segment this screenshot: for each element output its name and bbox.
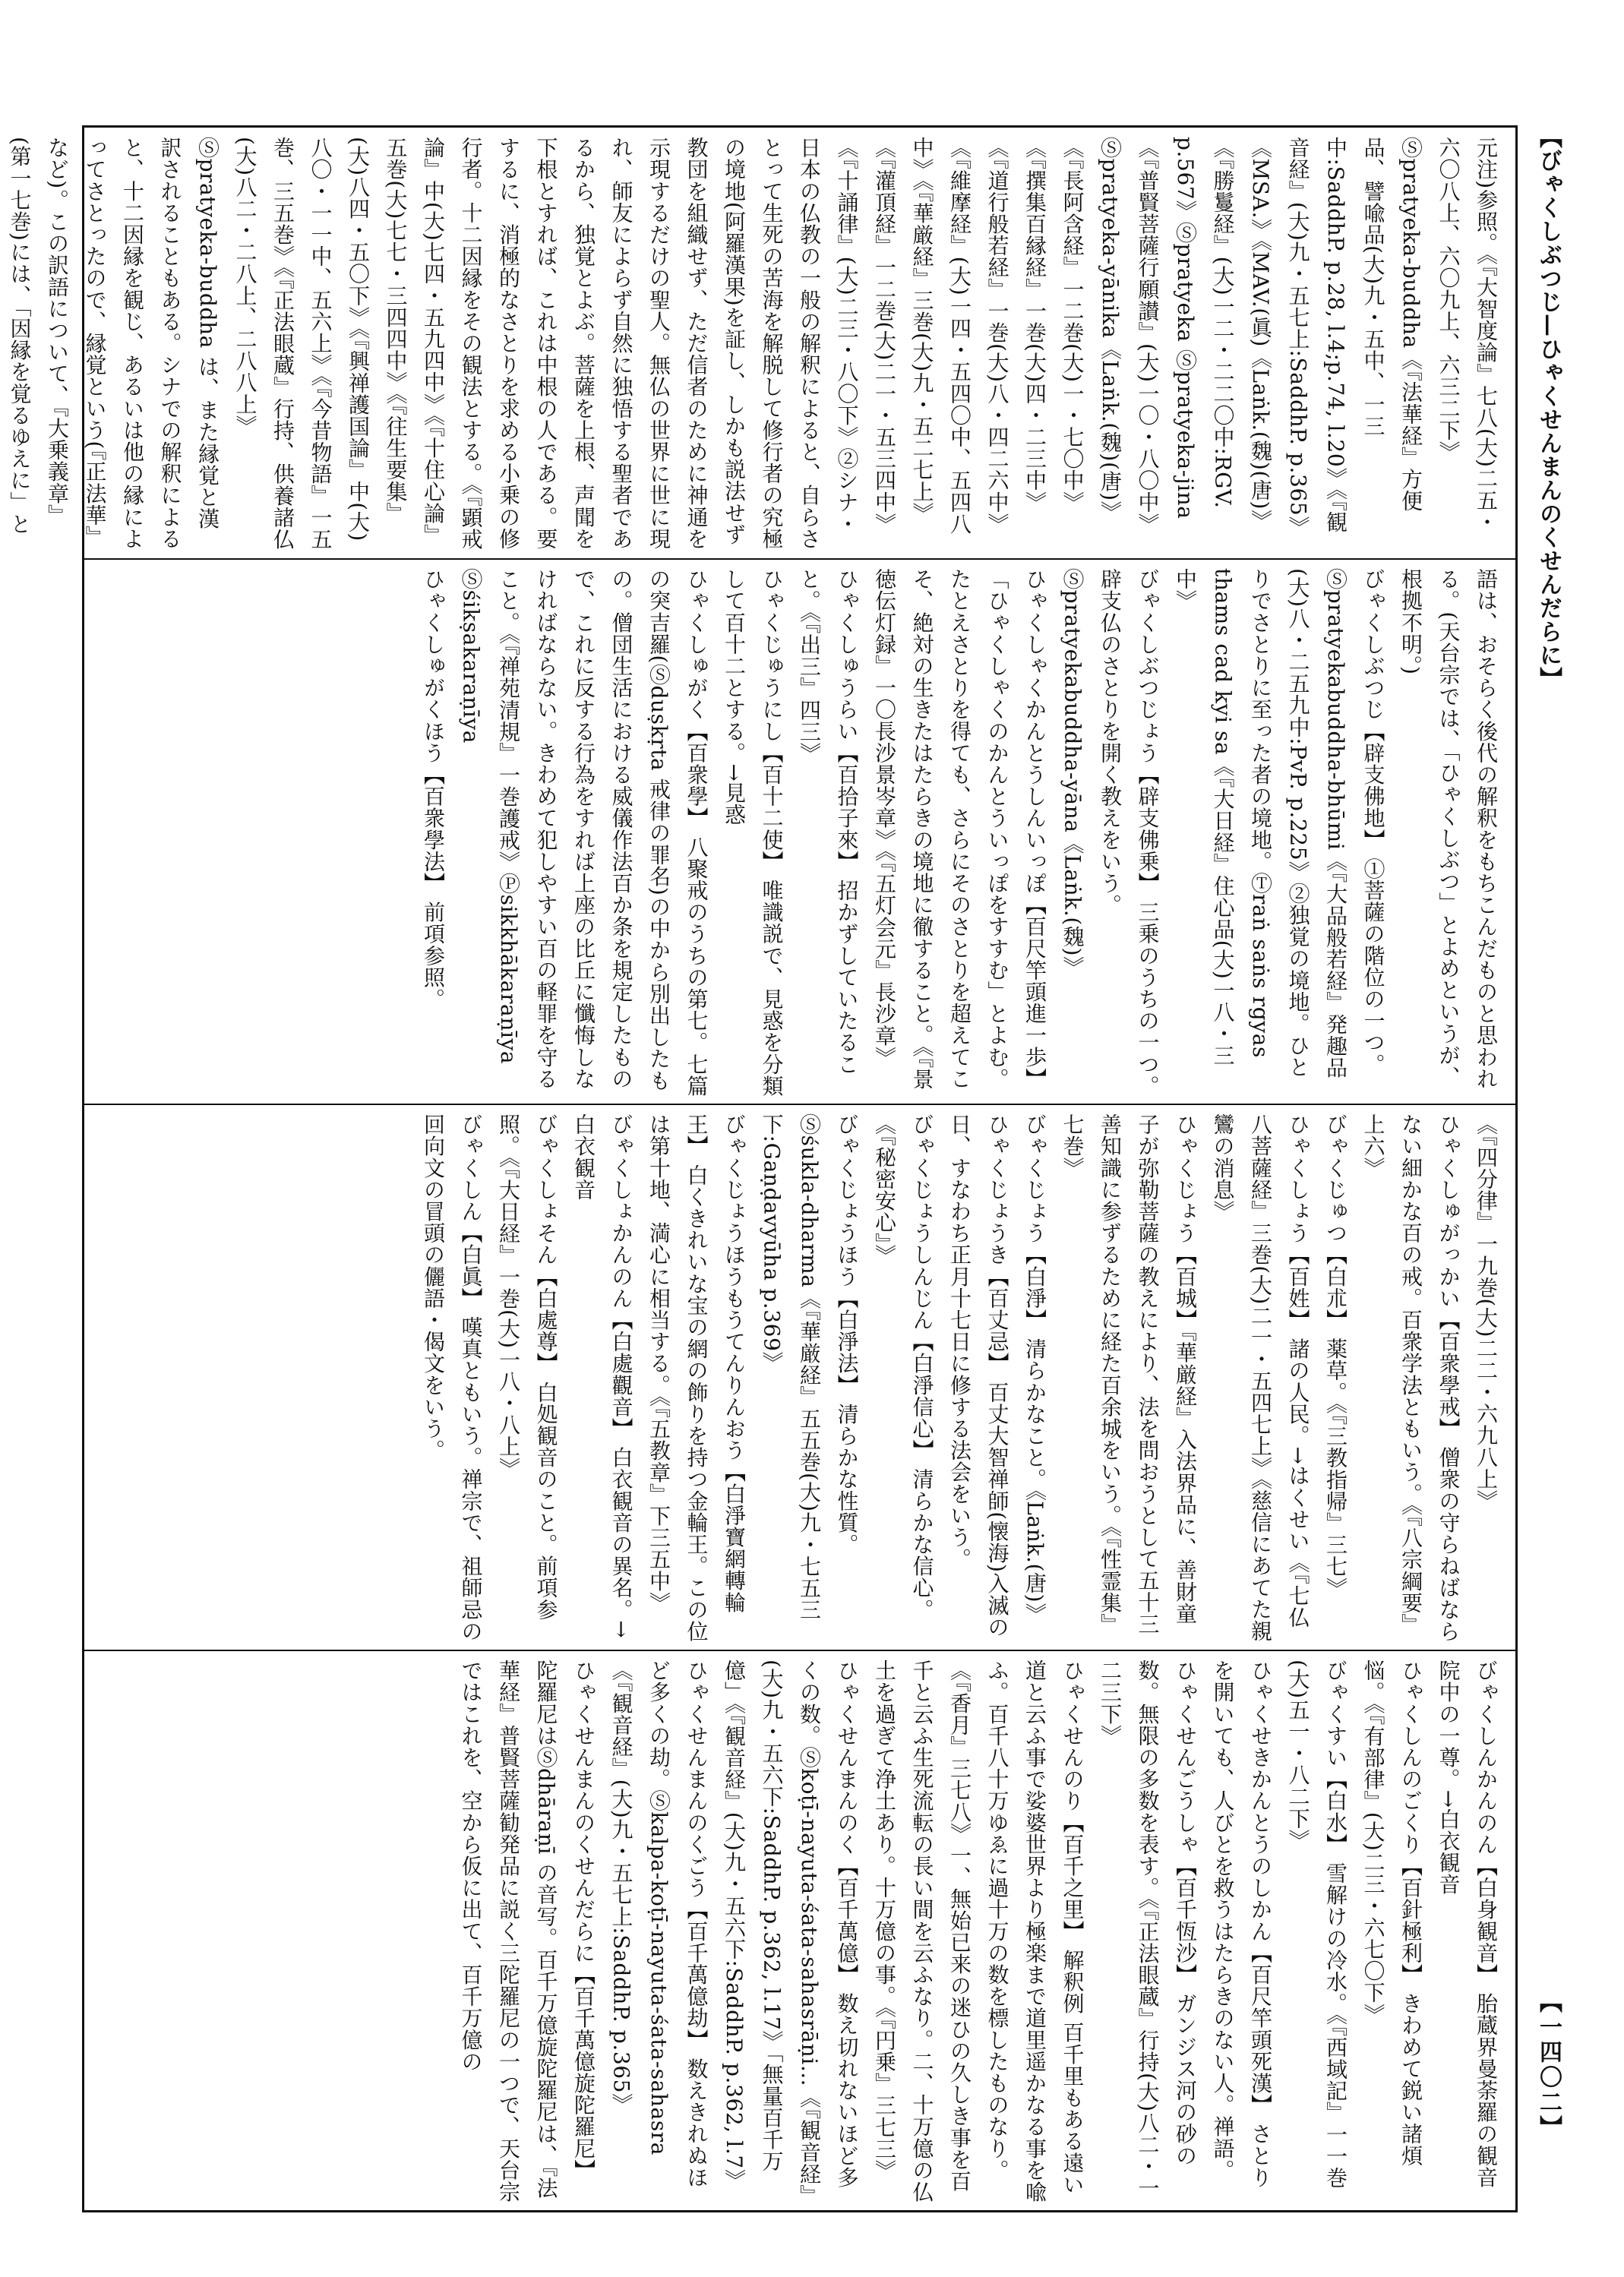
dictionary-entry: ひゃくせんまんのくごう【百千萬億劫】 数えきれぬほど多くの劫。Ⓢkalpa-koṭī-nayuta-śata-sahasra《『観音経』(大)九・五七上:SaddhP. p.365》 [608, 1660, 709, 2188]
dictionary-entry: ひゃくせんごうしゃ【百千恆沙】 ガンジス河の砂の数。無限の多数を表す。《『正法眼蔵』行持(大)八二・一二三下》 [1098, 1660, 1198, 2200]
dictionary-entry: びゃくじょうしんじん【白淨信心】 清らかな信心。《『秘密安心』》 [872, 1113, 935, 1621]
tier-2 [95, 568, 1505, 1097]
dictionary-entry: びゃくしん【白眞】 嘆真ともいう。禅宗で、祖師忌の回向文の冒頭の儷語・偈文をいう。 [421, 1113, 484, 1642]
dictionary-entry: ひゃくしょう【百姓】 諸の人民。→はくせい《『七仏八菩薩経』三巻(大)二一・五四七上》《慈信にあてた親鸞の消息》 [1210, 1113, 1311, 1642]
dictionary-entry: 《『四分律』一九巻(大)二二・六九八上》 [1474, 1113, 1499, 1511]
dictionary-entry: ひゃくせんまんのくせんだらに【百千萬億旋陀羅尼】 陀羅尼はⓈdhāraṇī の音写。百千万億旋陀羅尼は、『法華経』普賢菩薩勧発品に説く三陀羅尼の一つで、天台宗ではこれを、空から仮に出て、百千万億の [458, 1660, 596, 2203]
dictionary-entry: ひゃくせきかんとうのしかん【百尺竿頭死漢】 さとりを開いても、人びとを救うはたらきのない人。禅語。 [1210, 1660, 1273, 2188]
tier-3 [95, 1113, 1505, 1642]
page-number: 【一四〇二】 [1535, 1990, 1562, 2140]
dictionary-entry: ひゃくしんのごくり【百針極利】 きわめて鋭い諸煩悩。《『有部律』(大)二三・六七〇下》 [1360, 1660, 1423, 2167]
dictionary-entry: びゃくしんかんのん【白身観音】 胎蔵界曼荼羅の観音院中の一尊。→白衣観音 [1436, 1660, 1499, 2188]
dictionary-entry: ひゃくしゅがくほう【百衆學法】 前項参照。 [421, 568, 446, 1010]
dictionary-entry: ひゃくしゅがっかい【百衆學戒】 僧衆の守らねばならない細かな百の戒。百衆学法ともいう。《『八宗綱要』上六》 [1360, 1113, 1461, 1642]
tier-divider-2 [82, 1104, 1518, 1105]
dictionary-entry: びゃくしょかんのん【白處觀音】 白衣観音の異名。→白衣観音 [571, 1113, 634, 1639]
dictionary-entry: ひゃくじゅうにし【百十二使】 唯識説で、見惑を分類して百十二とする。→見惑 [722, 568, 785, 1097]
dictionary-entry: ひゃくしゅうらい【百拾子來】 招かずしていたること。《『出三』四三》 [797, 568, 860, 1075]
dictionary-entry: びゃくすい【白水】 雪解けの冷水。《『西域記』一一巻(大)五一・八二下》 [1285, 1660, 1348, 2189]
dictionary-entry: ひゃくじょうき【百丈忌】 百丈大智禅師(懐海)入滅の日、すなわち正月十七日に修する法会をいう。 [947, 1113, 1010, 1638]
tier-divider-1 [82, 558, 1518, 560]
dictionary-entry: ひゃくしゅがく【百衆學】 八聚戒のうちの第七。七篇の突吉羅(Ⓢduṣkṛta 戒律の罪名)の中から別出したもの。僧団生活における威儀作法百か条を規定したもので、これに反する行為をすれば上座の比丘に懺悔しなければならない。きわめて犯しやすい百の軽罪を守ること。《『禅苑清規』一巻護戒》Ⓟsikkhākaraṇīya Ⓢśikṣakaraṇīya [458, 568, 709, 1097]
dictionary-entry: ひゃくせんまんのく【百千萬億】 数え切れないほど多くの数。Ⓢkoṭī-nayuta-śata-sahasrāṇi…《『観音経』(大)九・五六下:SaddhP. p.362, l.17》「無量百千万億」《『観音経』(大)九・五六下:SaddhP. p.362, l.7》 [722, 1660, 860, 2196]
dictionary-entry: 語は、おそらく後代の解釈をもちこんだものと思われる。(天台宗では、「ひゃくしぶつ」とよめというが、根拠不明。) [1398, 568, 1499, 1090]
dictionary-entry: びゃくじゅつ【白朮】 薬草。《『三教指帰』三七》 [1323, 1113, 1348, 1600]
tier-4 [95, 1660, 1505, 2203]
tier-1 [7, 137, 1505, 551]
dictionary-entry: ひゃくせんのり【百千之里】 解釈例 百千里もある遠い道と云ふ事で娑婆世界より極楽まで道里遥かなる事を喩ふ。百千八十万ゆゑに過十万の数を標したものなり。《『香月』三七八》一、無始已来の迷ひの久しき事を百千と云ふ生死流転の長い間を云ふなり。二、十万億の仏土を過ぎて浄土あり。十万億の事。《『円乗』三七三》 [872, 1660, 1085, 2203]
dictionary-entry: ひゃくじょう【百城】『華厳経』入法界品に、善財童子が弥勒菩薩の教えにより、法を問おうとして五十三善知識に参ずるために経た百余城をいう。《『性霊集』七巻》 [1060, 1113, 1198, 1635]
dictionary-entry: びゃくしぶつじょう【辟支佛乗】 三乗のうちの一つ。辟支仏のさとりを開く教えをいう。Ⓢpratyekabuddha-yāna《Laṅk.(魏)》 [1060, 568, 1161, 1097]
dictionary-entry: 元注)参照。《『大智度論』七八(大)二五・六〇八上、六〇九上、六三二下》Ⓢpratyeka-buddha《『法華経』方便品、譬喩品(大)九・五中、一三中:SaddhP. p.28, l.4;p.74, l.20》《『観音経』(大)九・五七上:SaddhP. p.365》《MSA.》《MAV.(眞)《Laṅk.(魏)(唐)》《『勝鬘経』(大)一二・二二〇中:RGV. p.567》Ⓢpratyeka Ⓢpratyeka-jina《『普賢菩薩行願讃』(大)一〇・八〇中》Ⓢpratyeka-yānika《Laṅk.(魏)(唐)》《『長阿含経』一二巻(大)一・七〇中》《『撰集百縁経』一巻(大)四・二三中》《『道行般若経』一巻(大)八・四二六中》《『維摩経』(大)一四・五四〇中、五四八中》《『華厳経』三巻(大)九・五二七上》《『灌頂経』一二巻(大)二一・五三四中》《『十誦律』(大)二三・八〇下》②シナ・日本の仏教の一般の解釈によると、自らさとって生死の苦海を解脱して修行者の究極の境地(阿羅漢果)を証し、しかも説法せず教団を組織せず、ただ信者のために神通を示現するだけの聖人。無仏の世界に世に現れ、師友によらず自然に独悟する聖者であるから、独覚とよぶ。菩薩を上根、声聞を下根とすれば、これは中根の人である。要するに、消極的なさとりを求める小乗の修行者。十二因縁をその観法とする。《『顕戒論』中(大)七四・五九四中》《『十住心論』五巻(大)七七・三四四中》《『往生要集』(大)八四・五〇下》《『興禅護国論』中(大)八〇・一一中、五六上》《『今昔物語』一五巻、三五巻》《『正法眼蔵』行持、供養諸仏(大)八二・二八上、二八八上》Ⓢpratyeka-buddha は、また縁覚と漢訳されることもある。シナでの解釈によると、十二因縁を観じ、あるいは他の縁によってさとったので、縁覚という(『正法華』など)。この訳語について、『大乗義章』(第一七巻)には、「因縁を覚るゆえに」と [7, 137, 1499, 550]
dictionary-entry: びゃくじょう【白淨】 清らかなこと。《Laṅk.(唐)》 [1022, 1113, 1047, 1625]
dictionary-entry: びゃくしぶつじ【辟支佛地】 ①菩薩の階位の一つ。Ⓢpratyekabuddha-bhūmi《『大品般若経』発趣品(大)八・二五九中:PvP. p.225》②独覚の境地。ひとりでさとりに至った者の境地。Ⓣraṅ saṅs rgyas thams cad kyi sa《『大日経』住心品(大)一八・三中》 [1173, 568, 1386, 1078]
dictionary-entry: びゃくじょうほうもうてんりんおう【白淨寶網轉輪王】 白くきれいな宝の網の飾りを持つ金輪王。この位は第十地、満心に相当する。《『五教章』下三五中》 [646, 1113, 747, 1642]
tier-divider-3 [82, 1650, 1518, 1651]
dictionary-entry: ひゃくしゃくかんとうしんいっぽ【百尺竿頭進一歩】「ひゃくしゃくのかんとういっぽをすすむ」とよむ。たとえさとりを得ても、さらにそのさとりを超えてこそ、絶対の生きたはたらきの境地に徹すること。《『景徳伝灯録』一〇長沙景岑章》《『五灯会元』長沙章》 [872, 568, 1047, 1090]
dictionary-entry: びゃくじょうほう【白淨法】 清らかな性質。Ⓢśukla-dharma《『華厳経』五五巻(大)九・七五三下:Gaṇḍavyūha p.369》 [759, 1113, 860, 1621]
running-title: 【びゃくしぶつじ—ひゃくせんまんのくせんだらに】 [1535, 125, 1562, 690]
dictionary-entry: びゃくしょそん【白處尊】 白処観音のこと。前項参照。《『大日経』一巻(大)一八・八上》 [496, 1113, 559, 1621]
